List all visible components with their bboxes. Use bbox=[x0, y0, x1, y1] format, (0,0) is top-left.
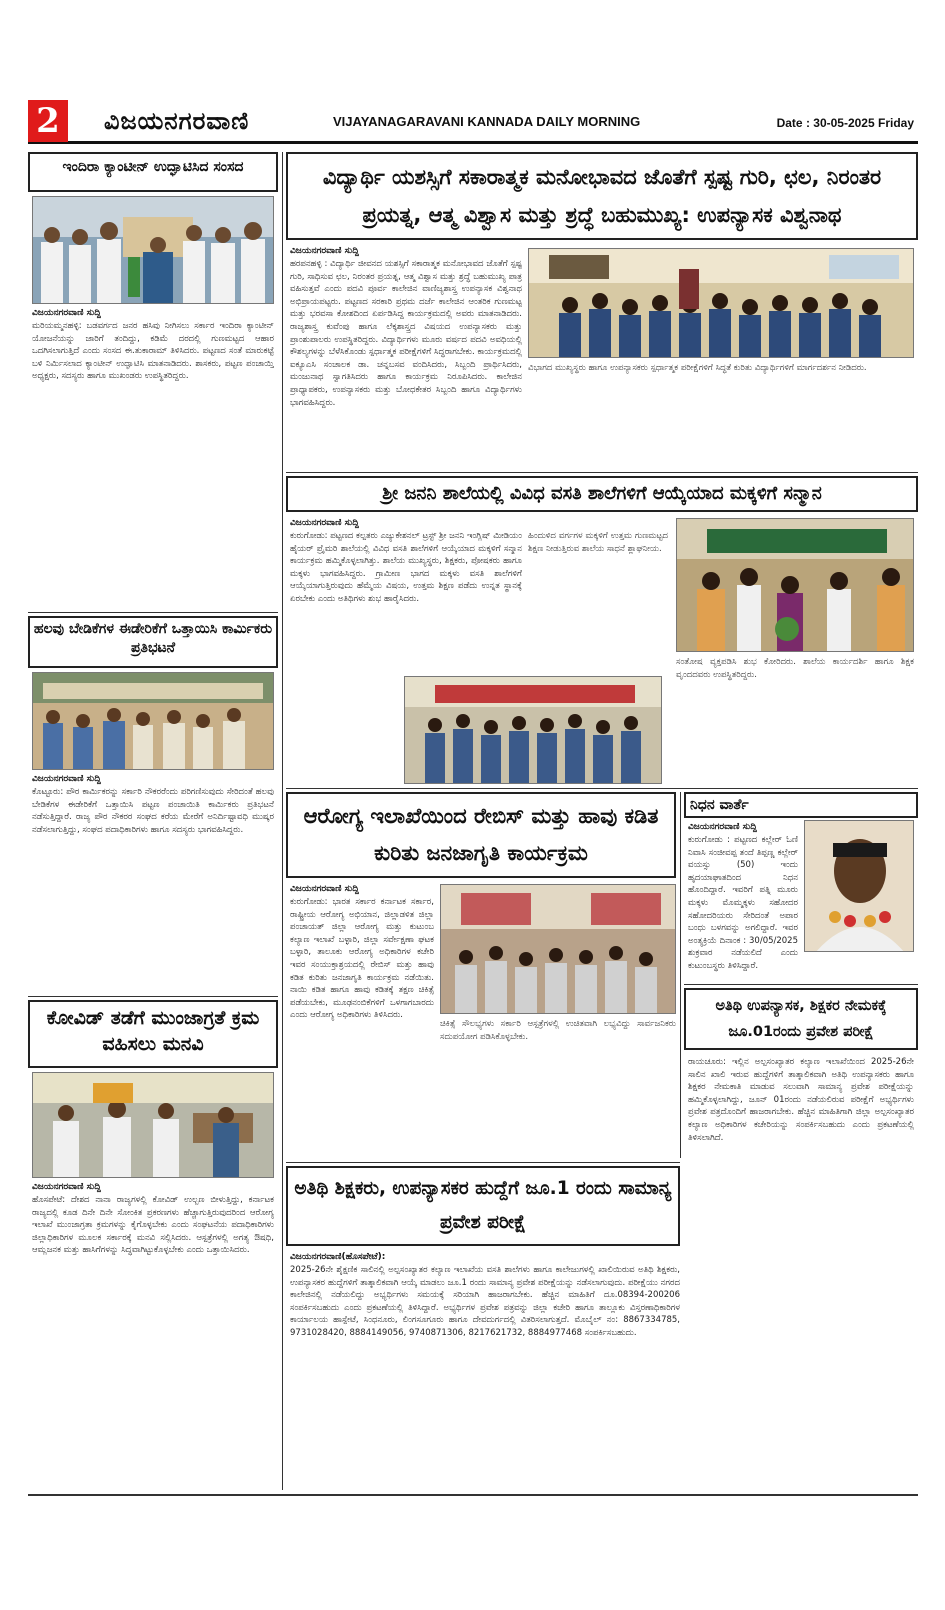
story-rabies-body: ಕುರುಗೋಡು: ಭಾರತ ಸರ್ಕಾರ ಕರ್ನಾಟಕ ಸರ್ಕಾರ, ರಾಷ್ಟ್ರೀಯ ಆರೋಗ್ಯ ಅಭಿಯಾನ, ಜಿಲ್ಲಾಡಳಿತ ಜಿಲ್ಲಾ ಪಂಚಾಯತ್ ಜಿಲ್ಲಾ ಆರೋಗ್ಯ ಮತ್ತು ಕುಟುಂಬ ಕಲ್ಯಾಣ ಇಲಾಖೆ ಬಳ್ಳಾರಿ, ಜಿಲ್ಲಾ ಸರ್ವೇಕ್ಷಣಾ ಘಟಕ ಬಳ್ಳಾರಿ, ತಾಲೂಕು ಆರೋಗ್ಯ ಅಧಿಕಾರಿಗಳ ಕಚೇರಿ ಇವರ ಸಂಯುಕ್ತಾಶ್ರಯದಲ್ಲಿ ರೇಬಿಸ್ ಮತ್ತು ಹಾವು ಕಡಿತ ಕುರಿತು ಜನಜಾಗೃತಿ ಕಾರ್ಯಕ್ರಮ ನಡೆಯಿತು. ನಾಯಿ ಕಡಿತ ಹಾಗೂ ಹಾವು ಕಡಿತಕ್ಕೆ ತಕ್ಷಣ ಚಿಕಿತ್ಸೆ ಪಡೆಯಬೇಕು, ಮೂಢನಂಬಿಕೆಗಳಿಗೆ ಒಳಗಾಗಬಾರದು ಎಂದು ಆರೋಗ್ಯ ಅಧಿಕಾರಿಗಳು ತಿಳಿಸಿದರು. bbox=[290, 897, 434, 1021]
story-covid-headline: ಕೋವಿಡ್ ತಡೆಗೆ ಮುಂಜಾಗ್ರತೆ ಕ್ರಮ ವಹಿಸಲು ಮನವಿ bbox=[46, 1007, 260, 1055]
story-obituary-byline: ವಿಜಯನಗರವಾಣಿ ಸುದ್ದಿ bbox=[688, 822, 757, 832]
story-rabies-body-col2: ಚಿಕಿತ್ಸೆ ಸೌಲಭ್ಯಗಳು ಸರ್ಕಾರಿ ಆಸ್ಪತ್ರೆಗಳಲ್ಲಿ ಉಚಿತವಾಗಿ ಲಭ್ಯವಿದ್ದು ಸಾರ್ವಜನಿಕರು ಸದುಪಯೋಗ ಪಡಿಸಿಕೊಳ್ಳಬೇಕು. bbox=[440, 1019, 676, 1042]
story-guest-right-body: ರಾಯಚೂರು: ಇಲ್ಲಿನ ಅಲ್ಪಸಂಖ್ಯಾತರ ಕಲ್ಯಾಣ ಇಲಾಖೆಯಿಂದ 2025-26ನೇ ಸಾಲಿನ ಖಾಲಿ ಇರುವ ಹುದ್ದೆಗಳಿಗೆ ತಾತ್ಕಾಲಿಕವಾಗಿ ಅತಿಥಿ ಉಪನ್ಯಾಸಕರು ಹಾಗೂ ಶಿಕ್ಷಕರ ನೇಮಕಾತಿ ಮಾಡುವ ಸಲುವಾಗಿ ಸಾಮಾನ್ಯ ಪ್ರವೇಶ ಪರೀಕ್ಷೆಯನ್ನು ಹಮ್ಮಿಕೊಳ್ಳಲಾಗಿದ್ದು, ಜೂನ್ 01ರಂದು ನಡೆಯಲಿರುವ ಪರೀಕ್ಷೆಗೆ ಅಭ್ಯರ್ಥಿಗಳು ಪ್ರವೇಶ ಪತ್ರದೊಂದಿಗೆ ಹಾಜರಾಗಬೇಕು. ಹೆಚ್ಚಿನ ಮಾಹಿತಿಗಾಗಿ ಜಿಲ್ಲಾ ಅಲ್ಪಸಂಖ್ಯಾತರ ಕಲ್ಯಾಣ ಅಧಿಕಾರಿಗಳ ಕಚೇರಿಯನ್ನು ಸಂಪರ್ಕಿಸಬಹುದು ಎಂದು ಪ್ರಕಟಣೆಯಲ್ಲಿ ತಿಳಿಸಲಾಗಿದೆ. bbox=[688, 1057, 914, 1143]
rule bbox=[286, 472, 918, 473]
column-separator bbox=[680, 792, 681, 1158]
page-bottom-rule bbox=[28, 1494, 918, 1496]
story-covid-body: ಹೊಸಪೇಟೆ: ದೇಶದ ನಾನಾ ರಾಜ್ಯಗಳಲ್ಲಿ ಕೋವಿಡ್ ಉಲ್ಬಣ ಬೀಳುತ್ತಿದ್ದು, ಕರ್ನಾಟಕ ರಾಜ್ಯದಲ್ಲಿ ಕೂಡ ದಿನೇ ದಿನೇ ಸೋಂಕಿತ ಪ್ರಕರಣಗಳು ಹೆಚ್ಚಾಗುತ್ತಿರುವುದರಿಂದ ಆರೋಗ್ಯ ಇಲಾಖೆ ಮುಂಜಾಗ್ರತಾ ಕ್ರಮಗಳನ್ನು ಕೈಗೊಳ್ಳಬೇಕು ಎಂದು ಸಂಘಟನೆಯ ಪದಾಧಿಕಾರಿಗಳು ಜಿಲ್ಲಾಧಿಕಾರಿಗಳ ಮೂಲಕ ಸರ್ಕಾರಕ್ಕೆ ಮನವಿ ಸಲ್ಲಿಸಿದರು. ಆಸ್ಪತ್ರೆಗಳಲ್ಲಿ ಅಗತ್ಯ ಔಷಧಿ, ಆಮ್ಲಜನಕ ಮತ್ತು ಹಾಸಿಗೆಗಳನ್ನು ಸಿದ್ಧವಾಗಿಟ್ಟುಕೊಳ್ಳಬೇಕು ಎಂದು ಒತ್ತಾಯಿಸಿದರು. bbox=[32, 1195, 274, 1256]
masthead-date: Date : 30-05-2025 Friday bbox=[776, 116, 914, 130]
main-story-body-col1: ಹರಪನಹಳ್ಳಿ : ವಿದ್ಯಾರ್ಥಿ ಜೀವನದ ಯಶಸ್ಸಿಗೆ ಸಕಾರಾತ್ಮಕ ಮನೋಭಾವದ ಜೊತೆಗೆ ಸ್ಪಷ್ಟ ಗುರಿ, ಸಾಧಿಸುವ ಛಲ, ನಿರಂತರ ಪ್ರಯತ್ನ, ಆತ್ಮ ವಿಶ್ವಾಸ ಮತ್ತು ಶ್ರದ್ಧೆ ಬಹುಮುಖ್ಯ ಪಾತ್ರ ವಹಿಸುತ್ತವೆ ಎಂದು ಪದವಿ ಪೂರ್ವ ಕಾಲೇಜಿನ ವಾಣಿಜ್ಯಶಾಸ್ತ್ರ ಉಪನ್ಯಾಸಕ ವಿಶ್ವನಾಥ ಅಭಿಪ್ರಾಯಪಟ್ಟರು. ಪಟ್ಟಣದ ಸರಕಾರಿ ಪ್ರಥಮ ದರ್ಜೆ ಕಾಲೇಜಿನ ಆಂತರಿಕ ಗುಣಮಟ್ಟ ಮತ್ತು ಭರವಸಾ ಕೋಶದಿಂದ ಏರ್ಪಡಿಸಿದ್ದ ಕಾರ್ಯಕ್ರಮದಲ್ಲಿ ಅವರು ಮಾತನಾಡಿದರು. ರಾಜ್ಯಶಾಸ್ತ್ರ ಕುವೆಂಪು ಹಾಗೂ ಲೆಕ್ಕಶಾಸ್ತ್ರದ ವಿಷಯದ ಉಪನ್ಯಾಸಕರು ಮತ್ತು ಪ್ರಾಂಶುಪಾಲರು ಉಪಸ್ಥಿತರಿದ್ದರು. ವಿದ್ಯಾರ್ಥಿಗಳು ಮೂರು ವರ್ಷದ ಪದವಿ ಅವಧಿಯಲ್ಲಿ ಕೌಶಲ್ಯಗಳನ್ನು ಬೆಳೆಸಿಕೊಂಡು ಸ್ಪರ್ಧಾತ್ಮಕ ಪರೀಕ್ಷೆಗಳಿಗೆ ಸಿದ್ಧರಾಗಬೇಕು. ಕಾರ್ಯಕ್ರಮದಲ್ಲಿ ಐಕ್ಯೂಎಸಿ ಸಂಚಾಲಕ ಡಾ. ಚನ್ನಬಸವ ವಂದಿಸಿದರು, ಸಿಬ್ಬಂದಿ ಪ್ರಾರ್ಥಿಸಿದರು, ಮಂಜುನಾಥ ಸ್ವಾಗತಿಸಿದರು ಹಾಗೂ ಕಾರ್ಯಕ್ರಮ ನಿರೂಪಿಸಿದರು. ಕಾಲೇಜಿನ ಪ್ರಾಧ್ಯಾಪಕರು, ಉಪನ್ಯಾಸಕರು ಮತ್ತು ಬೋಧಕೇತರ ಸಿಬ್ಬಂದಿ ಹಾಗೂ ವಿದ್ಯಾರ್ಥಿಗಳು ಭಾಗವಹಿಸಿದ್ದರು. bbox=[290, 259, 522, 408]
story-indira-byline: ವಿಜಯನಗರವಾಣಿ ಸುದ್ದಿ bbox=[32, 308, 101, 318]
column-separator bbox=[282, 152, 283, 1490]
story-guest-bottom-byline: ವಿಜಯನಗರವಾಣಿ(ಹೊಸಪೇಟೆ): bbox=[290, 1252, 386, 1262]
story-protest-headline: ಹಲವು ಬೇಡಿಕೆಗಳ ಈಡೇರಿಕೆಗೆ ಒತ್ತಾಯಿಸಿ ಕಾರ್ಮಿಕರು ಪ್ರತಿಭಟನೆ bbox=[33, 621, 273, 656]
story-guest-right-headline: ಅತಿಥಿ ಉಪನ್ಯಾಸಕ, ಶಿಕ್ಷಕರ ನೇಮಕಕ್ಕೆ ಜೂ.01ರಂದು ಪ್ರವೇಶ ಪರೀಕ್ಷೆ bbox=[715, 998, 887, 1040]
page-number: 2 bbox=[28, 100, 68, 142]
story-indira-body: ಮರಿಯಮ್ಮನಹಳ್ಳಿ: ಬಡವರ್ಗದ ಜನರ ಹಸಿವು ನೀಗಿಸಲು ಸರ್ಕಾರ ಇಂದಿರಾ ಕ್ಯಾಂಟೀನ್ ಯೋಜನೆಯನ್ನು ಜಾರಿಗೆ ತಂದಿದ್ದು, ಕಡಿಮೆ ದರದಲ್ಲಿ ಗುಣಮಟ್ಟದ ಆಹಾರ ಒದಗಿಸಲಾಗುತ್ತಿದೆ ಎಂದು ಸಂಸದ ಈ.ತುಕಾರಾಮ್ ತಿಳಿಸಿದರು. ಪಟ್ಟಣದ ಸಂತೆ ಮಾರುಕಟ್ಟೆ ಬಳಿ ನಿರ್ಮಿಸಲಾದ ಕ್ಯಾಂಟೀನ್ ಉದ್ಘಾಟಿಸಿ ಮಾತನಾಡಿದರು. ಶಾಸಕರು, ಪಟ್ಟಣ ಪಂಚಾಯ್ತಿ ಅಧ್ಯಕ್ಷರು, ಸದಸ್ಯರು ಹಾಗೂ ಮುಖಂಡರು ಉಪಸ್ಥಿತರಿದ್ದರು. bbox=[32, 321, 274, 382]
story-covid-photo bbox=[32, 1072, 274, 1178]
story-obituary-headline: ನಿಧನ ವಾರ್ತೆ bbox=[690, 797, 749, 813]
rule bbox=[684, 984, 918, 985]
story-guest-bottom-headline: ಅತಿಥಿ ಶಿಕ್ಷಕರು, ಉಪನ್ಯಾಸಕರ ಹುದ್ದೆಗೆ ಜೂ.1 ರಂದು ಸಾಮಾನ್ಯ ಪ್ರವೇಶ ಪರೀಕ್ಷೆ bbox=[294, 1178, 672, 1233]
rule bbox=[28, 996, 278, 997]
masthead bbox=[28, 100, 918, 144]
story-guest-bottom-body: 2025-26ನೇ ಶೈಕ್ಷಣಿಕ ಸಾಲಿನಲ್ಲಿ ಅಲ್ಪಸಂಖ್ಯಾತರ ಕಲ್ಯಾಣ ಇಲಾಖೆಯ ವಸತಿ ಶಾಲೆಗಳು ಹಾಗೂ ಕಾಲೇಜುಗಳಲ್ಲಿ ಖಾಲಿಯಿರುವ ಅತಿಥಿ ಶಿಕ್ಷಕರು, ಉಪನ್ಯಾಸಕರ ಹುದ್ದೆಗಳಿಗೆ ತಾತ್ಕಾಲಿಕವಾಗಿ ಆಯ್ಕೆ ಮಾಡಲು ಜೂ.1 ರಂದು ಸಾಮಾನ್ಯ ಪ್ರವೇಶ ಪರೀಕ್ಷೆಯನ್ನು ನಡೆಸಲಾಗುವುದು. ಪರೀಕ್ಷೆಯು ನಗರದ ಕಾಲೇಜಿನಲ್ಲಿ ನಡೆಯಲಿದ್ದು ಅಭ್ಯರ್ಥಿಗಳು ಸಮಯಕ್ಕೆ ಸರಿಯಾಗಿ ಹಾಜರಾಗಬೇಕು. ಹೆಚ್ಚಿನ ಮಾಹಿತಿಗೆ ದೂ.08394-200206 ಸಂಪರ್ಕಿಸಬಹುದು ಎಂದು ಪ್ರಕಟಣೆಯಲ್ಲಿ ತಿಳಿಸಿದ್ದಾರೆ. ಅಭ್ಯರ್ಥಿಗಳ ಪ್ರವೇಶ ಪತ್ರವನ್ನು ಜಿಲ್ಲಾ ಕಚೇರಿ ಹಾಗೂ ತಾಲ್ಲೂಕು ವಿಸ್ತರಣಾಧಿಕಾರಿಗಳ ಕಾರ್ಯಾಲಯ ಹಾಸ್ಪೇಟೆ, ಸಿಂಧನೂರು, ಲಿಂಗಸೂಗೂರು ಹಾಗೂ ದೇವದುರ್ಗದಲ್ಲಿ ವಿತರಿಸಲಾಗುತ್ತದೆ. ಮೊಬೈಲ್ ನಂ: 8867334785, 9731028420, 8884149056, 9740871306, 8217621732, 8884977468 ಸಂಪರ್ಕಿಸಬಹುದು. bbox=[290, 1265, 680, 1338]
story-obituary-body: ಕುರುಗೋಡು : ಪಟ್ಟಣದ ಕಲ್ಲೇರ್ ಓಣಿ ನಿವಾಸಿ ಸಂಜೀವಪ್ಪ ತಂದೆ ತಿಪ್ಪಣ್ಣ ಕಲ್ಲೇರ್ ವಯಸ್ಸು (50) ಇಂದು ಹೃದಯಾಘಾತದಿಂದ ನಿಧನ ಹೊಂದಿದ್ದಾರೆ. ಇವರಿಗೆ ಪತ್ನಿ ಮೂರು ಮಕ್ಕಳು ಮೊಮ್ಮಕ್ಕಳು ಸಹೋದರ ಸಹೋದರಿಯರು ಸೇರಿದಂತೆ ಅಪಾರ ಬಂಧು ಬಳಗವನ್ನು ಅಗಲಿದ್ದಾರೆ. ಇವರ ಅಂತ್ಯಕ್ರಿಯೆ ದಿನಾಂಕ : 30/05/2025 ಶುಕ್ರವಾರ ನಡೆಯಲಿದೆ ಎಂದು ಕುಟುಂಬಸ್ಥರು ತಿಳಿಸಿದ್ದಾರೆ. bbox=[688, 835, 798, 971]
rule bbox=[286, 1162, 680, 1163]
story-janani-photo-small bbox=[404, 676, 662, 784]
rule bbox=[28, 612, 278, 613]
story-janani-photo-large bbox=[676, 518, 914, 652]
story-protest-body: ಕೊಟ್ಟೂರು: ಪೌರ ಕಾರ್ಮಿಕರನ್ನು ಸರ್ಕಾರಿ ನೌಕರರೆಂದು ಪರಿಗಣಿಸುವುದು ಸೇರಿದಂತೆ ಹಲವು ಬೇಡಿಕೆಗಳ ಈಡೇರಿಕೆಗೆ ಒತ್ತಾಯಿಸಿ ಪಟ್ಟಣ ಪಂಚಾಯಿತಿ ಕಾರ್ಮಿಕರು ಪ್ರತಿಭಟನೆ ನಡೆಸುತ್ತಿದ್ದಾರೆ. ರಾಜ್ಯ ಪೌರ ನೌಕರರ ಸಂಘದ ಕರೆಯ ಮೇರೆಗೆ ಅನಿರ್ದಿಷ್ಟಾವಧಿ ಮುಷ್ಕರ ನಡೆಸಲಾಗುತ್ತಿದ್ದು, ಸಂಘದ ಪದಾಧಿಕಾರಿಗಳು ಹಾಗೂ ಸದಸ್ಯರು ಭಾಗವಹಿಸಿದ್ದರು. bbox=[32, 787, 274, 835]
story-indira-headline: ಇಂದಿರಾ ಕ್ಯಾಂಟೀನ್ ಉದ್ಘಾಟಿಸಿದ ಸಂಸದ bbox=[62, 159, 244, 175]
story-rabies-photo bbox=[440, 884, 676, 1014]
masthead-title-kannada: ವಿಜಯನಗರವಾಣಿ bbox=[104, 106, 250, 135]
story-janani-body-col3: ಸಂತೋಷ ವ್ಯಕ್ತಪಡಿಸಿ ಶುಭ ಕೋರಿದರು. ಶಾಲೆಯ ಕಾರ್ಯದರ್ಶಿ ಹಾಗೂ ಶಿಕ್ಷಕ ವೃಂದದವರು ಉಪಸ್ಥಿತರಿದ್ದರು. bbox=[676, 657, 914, 680]
main-story-body-col2: ವಿಭಾಗದ ಮುಖ್ಯಸ್ಥರು ಹಾಗೂ ಉಪನ್ಯಾಸಕರು ಸ್ಪರ್ಧಾತ್ಮಕ ಪರೀಕ್ಷೆಗಳಿಗೆ ಸಿದ್ಧತೆ ಕುರಿತು ವಿದ್ಯಾರ್ಥಿಗಳಿಗೆ ಮಾರ್ಗದರ್ಶನ ನೀಡಿದರು. bbox=[528, 363, 867, 373]
rule bbox=[286, 788, 918, 789]
masthead-title-english: VIJAYANAGARAVANI KANNADA DAILY MORNING bbox=[333, 114, 641, 129]
obituary-portrait bbox=[804, 820, 914, 952]
story-janani-headline: ಶ್ರೀ ಜನನಿ ಶಾಲೆಯಲ್ಲಿ ವಿವಿಧ ವಸತಿ ಶಾಲೆಗಳಿಗೆ ಆಯ್ಕೆಯಾದ ಮಕ್ಕಳಿಗೆ ಸನ್ಮಾನ bbox=[382, 483, 822, 504]
story-janani-byline: ವಿಜಯನಗರವಾಣಿ ಸುದ್ದಿ bbox=[290, 518, 359, 528]
story-janani-body: ಕುರುಗೋಡು: ಪಟ್ಟಣದ ಕಲ್ಪತರು ಎಜ್ಯುಕೇಶನಲ್ ಟ್ರಸ್ಟ್ ಶ್ರೀ ಜನನಿ ಇಂಗ್ಲಿಷ್ ಮೀಡಿಯಂ ಹೈಯರ್ ಪ್ರೈಮರಿ ಶಾಲೆಯಲ್ಲಿ ವಿವಿಧ ವಸತಿ ಶಾಲೆಗಳಿಗೆ ಆಯ್ಕೆಯಾದ ಮಕ್ಕಳಿಗೆ ಸನ್ಮಾನ ಕಾರ್ಯಕ್ರಮ ಹಮ್ಮಿಕೊಳ್ಳಲಾಗಿತ್ತು. ಶಾಲೆಯ ಮುಖ್ಯಸ್ಥರು, ಶಿಕ್ಷಕರು, ಪೋಷಕರು ಹಾಗೂ ಮಕ್ಕಳು ಭಾಗವಹಿಸಿದ್ದರು. ಗ್ರಾಮೀಣ ಭಾಗದ ಮಕ್ಕಳು ವಸತಿ ಶಾಲೆಗಳಿಗೆ ಆಯ್ಕೆಯಾಗುತ್ತಿರುವುದು ಹೆಮ್ಮೆಯ ವಿಷಯ, ಉತ್ತಮ ಶಿಕ್ಷಣ ಪಡೆದು ಉನ್ನತ ಸ್ಥಾನಕ್ಕೆ ಏರಬೇಕು ಎಂದು ಅತಿಥಿಗಳು ಶುಭ ಹಾರೈಸಿದರು. bbox=[290, 531, 522, 604]
main-story-byline: ವಿಜಯನಗರವಾಣಿ ಸುದ್ದಿ bbox=[290, 246, 359, 256]
story-covid-byline: ವಿಜಯನಗರವಾಣಿ ಸುದ್ದಿ bbox=[32, 1182, 101, 1192]
main-story-photo bbox=[528, 248, 914, 358]
story-rabies-headline: ಆರೋಗ್ಯ ಇಲಾಖೆಯಿಂದ ರೇಬಿಸ್ ಮತ್ತು ಹಾವು ಕಡಿತ ಕುರಿತು ಜನಜಾಗೃತಿ ಕಾರ್ಯಕ್ರಮ bbox=[303, 804, 659, 865]
story-protest-photo bbox=[32, 672, 274, 770]
main-story-headline: ವಿದ್ಯಾರ್ಥಿ ಯಶಸ್ಸಿಗೆ ಸಕಾರಾತ್ಮಕ ಮನೋಭಾವದ ಜೊತೆಗೆ ಸ್ಪಷ್ಟ ಗುರಿ, ಛಲ, ನಿರಂತರ ಪ್ರಯತ್ನ, ಆತ್ಮ ವಿಶ್ವಾಸ ಮತ್ತು ಶ್ರದ್ಧೆ ಬಹುಮುಖ್ಯ: ಉಪನ್ಯಾಸಕ ವಿಶ್ವನಾಥ bbox=[322, 165, 882, 227]
story-protest-byline: ವಿಜಯನಗರವಾಣಿ ಸುದ್ದಿ bbox=[32, 774, 101, 784]
story-indira-photo bbox=[32, 196, 274, 304]
story-rabies-byline: ವಿಜಯನಗರವಾಣಿ ಸುದ್ದಿ bbox=[290, 884, 359, 894]
story-janani-body-col2: ಹಿಂದುಳಿದ ವರ್ಗಗಳ ಮಕ್ಕಳಿಗೆ ಉತ್ತಮ ಗುಣಮಟ್ಟದ ಶಿಕ್ಷಣ ನೀಡುತ್ತಿರುವ ಶಾಲೆಯ ಸಾಧನೆ ಶ್ಲಾಘನೀಯ. bbox=[528, 531, 668, 554]
